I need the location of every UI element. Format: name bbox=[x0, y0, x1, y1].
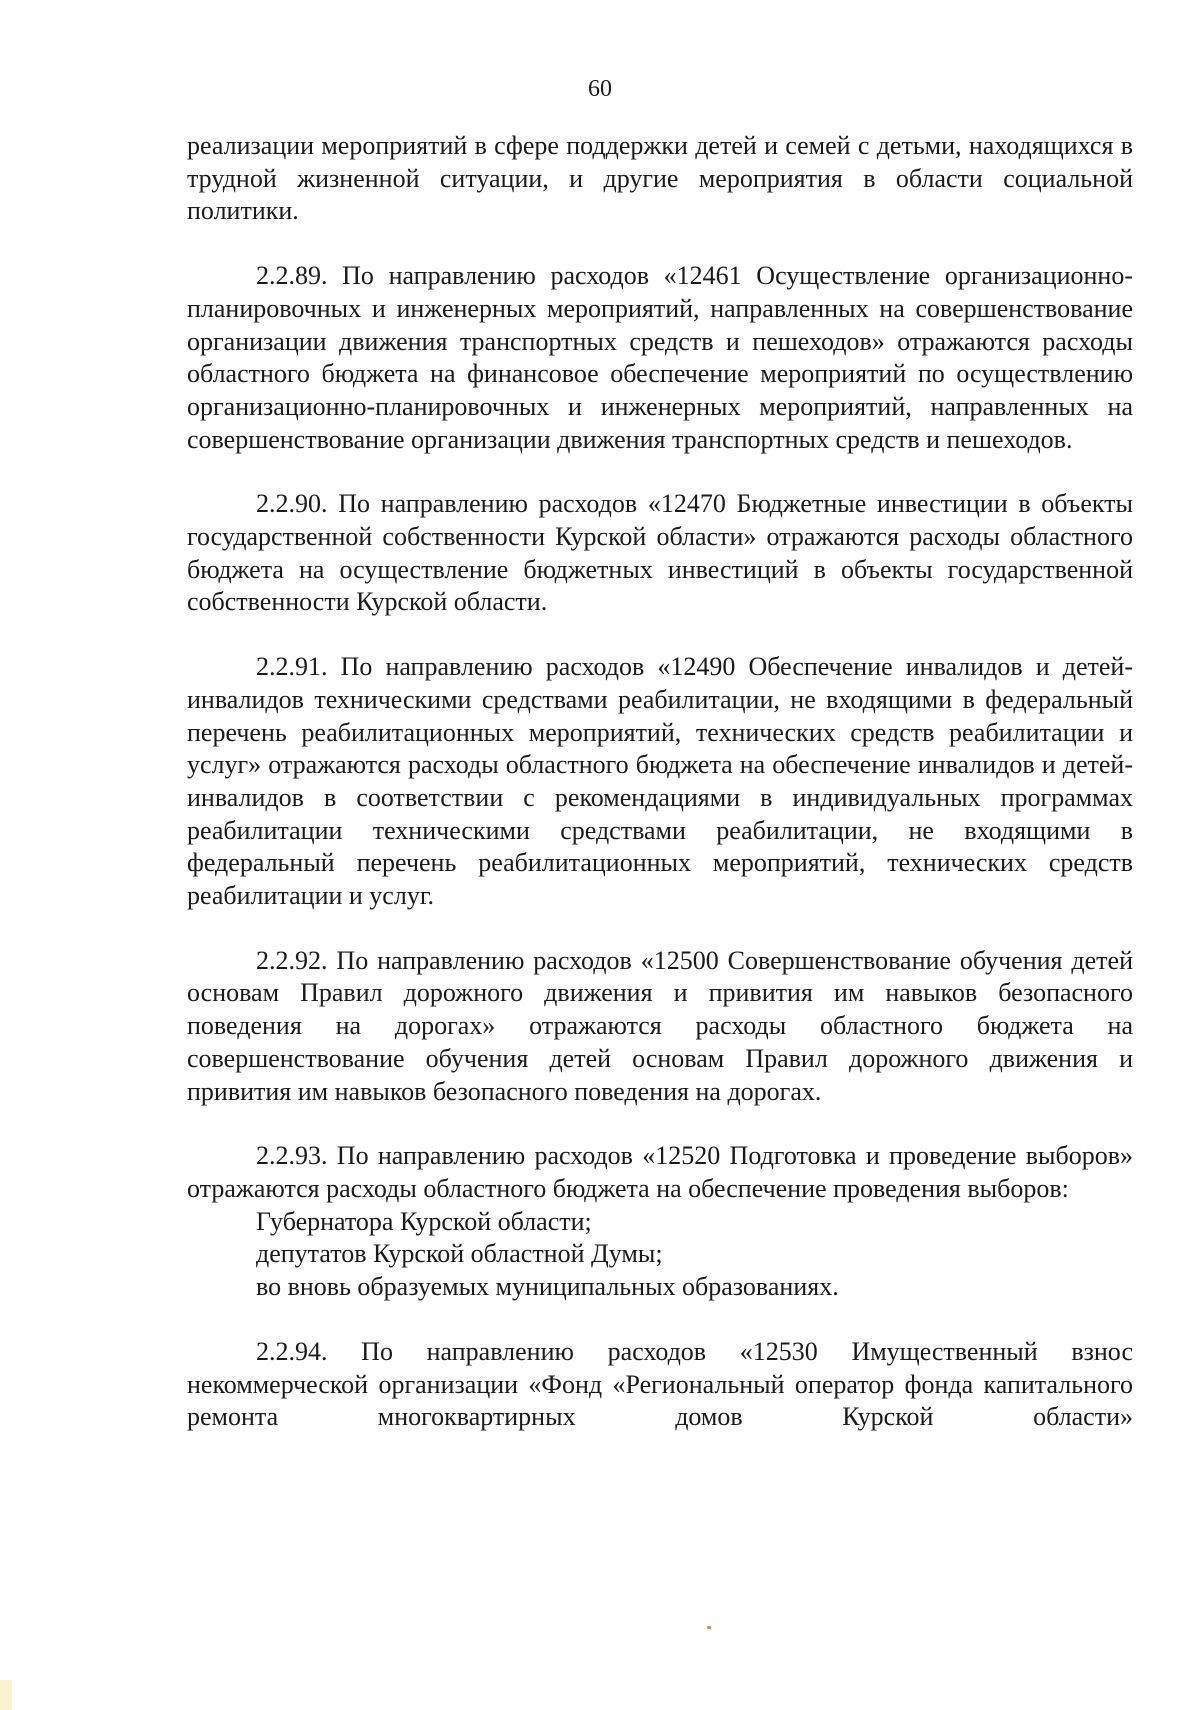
paragraph-2-2-91: 2.2.91. По направлению расходов «12490 Обеспечение инвалидов и детей-инвалидов техническими средствами реабилитации, не входящими в федеральный перечень реабилитационных мероприятий, технических средств реабилитации и услуг» отражаются расходы областного бюджета на обеспечение инвалидов и детей-инвалидов в соответствии с рекомендациями в индивидуальных программах реабилитации техническими средствами реабилитации, не входящими в федеральный перечень реабилитационных мероприятий, технических средств реабилитации и услуг. bbox=[187, 652, 1133, 911]
paragraph-2-2-94: 2.2.94. По направлению расходов «12530 Имущественный взнос некоммерческой организации «Фонд «Региональный оператор фонда капитального ремонта многоквартирных домов Курской области» bbox=[187, 1336, 1133, 1432]
election-list-item: во вновь образуемых муниципальных образованиях. bbox=[256, 1272, 839, 1302]
election-list-item: Губернатора Курской области; bbox=[256, 1206, 592, 1236]
paragraph-continuation: реализации мероприятий в сфере поддержки детей и семей с детьми, находящихся в трудной жизненной ситуации, и другие мероприятия в области социальной политики. bbox=[187, 131, 1133, 226]
scan-edge-tint bbox=[0, 1680, 12, 1710]
document-body bbox=[187, 130, 1133, 1434]
paragraph-2-2-93-intro: 2.2.93. По направлению расходов «12520 Подготовка и проведение выборов» отражаются расходы областного бюджета на обеспечение проведения выборов: bbox=[187, 1141, 1133, 1203]
scan-speck bbox=[707, 1626, 711, 1629]
paragraph-2-2-92: 2.2.92. По направлению расходов «12500 Совершенствование обучения детей основам Правил дорожного движения и привития им навыков безопасного поведения на дорогах» отражаются расходы областного бюджета на совершенствование обучения детей основам Правил дорожного движения и привития им навыков безопасного поведения на дорогах. bbox=[187, 945, 1133, 1106]
paragraph-2-2-89: 2.2.89. По направлению расходов «12461 Осуществление организационно-планировочных и инженерных мероприятий, направленных на совершенствование организации движения транспортных средств и пешеходов» отражаются расходы областного бюджета на финансовое обеспечение мероприятий по осуществлению организационно-планировочных и инженерных мероприятий, направленных на совершенствование организации движения транспортных средств и пешеходов. bbox=[187, 261, 1133, 454]
paragraph-2-2-93 bbox=[187, 1140, 1133, 1304]
paragraph-2-2-90: 2.2.90. По направлению расходов «12470 Бюджетные инвестиции в объекты государственной собственности Курской области» отражаются расходы областного бюджета на осуществление бюджетных инвестиций в объекты государственной собственности Курской области. bbox=[187, 489, 1133, 617]
election-list-item: депутатов Курской областной Думы; bbox=[256, 1239, 663, 1269]
page-number: 60 bbox=[588, 76, 612, 102]
